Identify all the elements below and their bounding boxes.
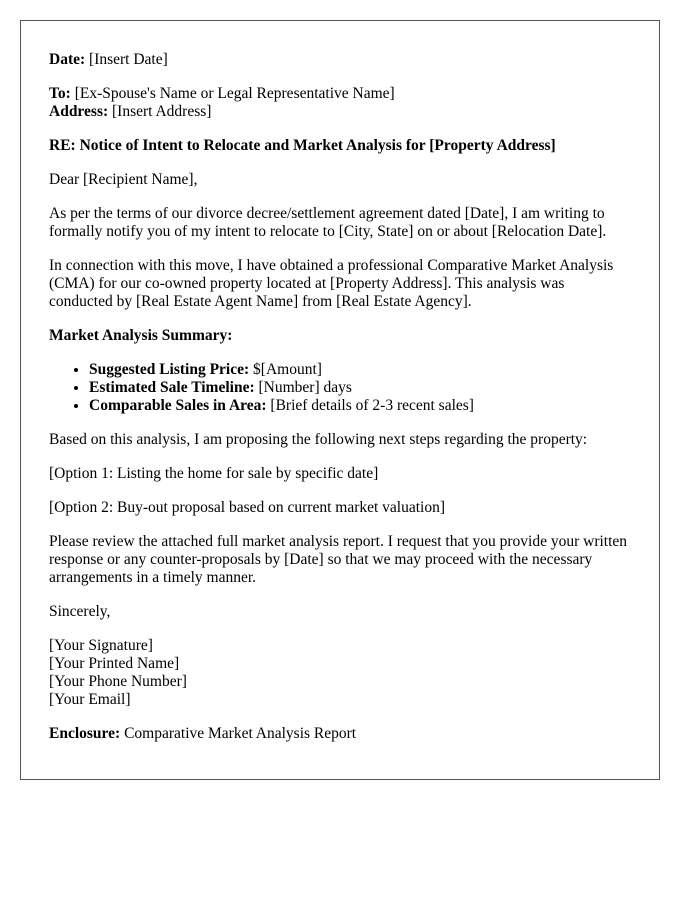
signature-block [49, 637, 631, 709]
enclosure-label: Enclosure: [49, 725, 121, 742]
address-label: Address: [49, 103, 109, 120]
summary-list [49, 361, 631, 415]
salutation: Dear [Recipient Name], [49, 171, 198, 188]
enclosure-value: Comparative Market Analysis Report [124, 725, 357, 742]
to-value: [Ex-Spouse's Name or Legal Representative Name] [74, 85, 395, 102]
summary-item-value: [Brief details of 2-3 recent sales] [270, 397, 474, 414]
recipient-block [49, 85, 631, 121]
paragraph-cma: In connection with this move, I have obtained a professional Comparative Market Analysis (CMA) for our co-owned property located at [Property Address]. This analysis was conducted by [Real Estate Agent Name] from [Real Estate Agency]. [49, 257, 614, 310]
summary-item-comparable-sales [89, 397, 631, 415]
option-2: [Option 2: Buy-out proposal based on current market valuation] [49, 499, 446, 516]
phone-number-line: [Your Phone Number] [49, 673, 187, 690]
summary-item-label: Estimated Sale Timeline: [89, 379, 255, 396]
closing: Sincerely, [49, 603, 111, 620]
signature-line: [Your Signature] [49, 637, 153, 654]
option-1: [Option 1: Listing the home for sale by specific date] [49, 465, 379, 482]
paragraph-intent: As per the terms of our divorce decree/settlement agreement dated [Date], I am writing to formally notify you of my intent to relocate to [City, State] on or about [Relocation Date]. [49, 205, 607, 240]
date-label: Date: [49, 51, 86, 68]
summary-item-label: Suggested Listing Price: [89, 361, 250, 378]
to-label: To: [49, 85, 71, 102]
paragraph-request: Please review the attached full market analysis report. I request that you provide your written response or any counter-proposals by [Date] so that we may proceed with the necessary arrangements in a timely manner. [49, 533, 628, 586]
summary-item-listing-price [89, 361, 631, 379]
summary-item-sale-timeline [89, 379, 631, 397]
summary-item-value: $[Amount] [253, 361, 322, 378]
summary-item-value: [Number] days [258, 379, 352, 396]
subject-line: RE: Notice of Intent to Relocate and Market Analysis for [Property Address] [49, 137, 556, 154]
paragraph-proposal: Based on this analysis, I am proposing the following next steps regarding the property: [49, 431, 588, 448]
printed-name-line: [Your Printed Name] [49, 655, 180, 672]
date-value: [Insert Date] [89, 51, 168, 68]
summary-item-label: Comparable Sales in Area: [89, 397, 267, 414]
email-line: [Your Email] [49, 691, 131, 708]
date-line [49, 51, 631, 69]
letter-container [20, 20, 660, 780]
enclosure-line [49, 725, 631, 743]
address-value: [Insert Address] [112, 103, 212, 120]
summary-heading: Market Analysis Summary: [49, 327, 233, 344]
